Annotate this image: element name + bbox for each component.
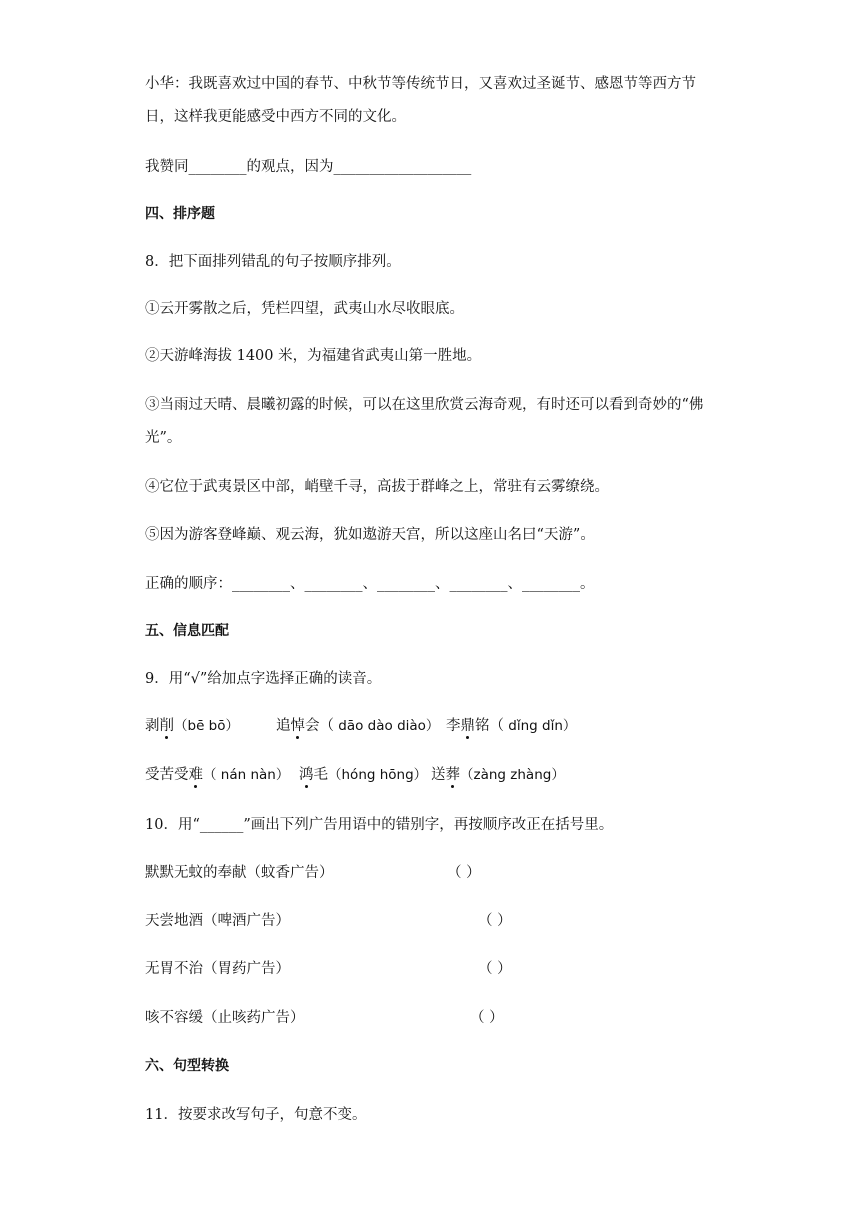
question-11: 11．按要求改写句子，句意不变。 (145, 1107, 367, 1123)
xiaohua-line-2: 日，这样我更能感受中西方不同的文化。 (145, 109, 406, 125)
section-6-heading: 六、句型转换 (145, 1058, 229, 1074)
dotted-char: 悼 (290, 718, 305, 734)
agree-answer-line[interactable]: 我赞同________的观点，因为___________________ (145, 159, 472, 175)
question-9: 9．用“√”给加点字选择正确的读音。 (145, 671, 382, 687)
ad-item: 无胃不治（胃药广告） (145, 961, 290, 977)
pinyin-options[interactable]: （bē bō） (174, 718, 239, 734)
ad-item: 默默无蚊的奉献（蚊香广告） (145, 865, 334, 881)
sentence-4: ④它位于武夷景区中部，峭壁千寻，高拔于群峰之上，常驻有云雾缭绕。 (145, 479, 609, 495)
word-zhuidaohui (276, 716, 439, 736)
section-5-heading: 五、信息匹配 (145, 623, 229, 639)
dotted-char: 难 (188, 767, 203, 783)
char-text: 送 (431, 767, 446, 783)
char-text: 会（ (305, 718, 334, 734)
char-text: 剥 (145, 718, 160, 734)
pinyin-options[interactable]: dāo dào diào） (334, 718, 440, 734)
pinyin-row-1 (145, 716, 239, 736)
dotted-char: 削 (159, 718, 174, 734)
char-text: 铭（ (475, 718, 504, 734)
sentence-5: ⑤因为游客登峰巅、观云海，犹如遨游天宫，所以这座山名曰“天游”。 (145, 527, 595, 543)
dotted-char: 鸿 (299, 767, 314, 783)
sentence-3-line-2: 光”。 (145, 430, 182, 446)
pinyin-options[interactable]: （zàng zhàng） (460, 767, 565, 783)
answer-blank[interactable]: （ ） (470, 1010, 504, 1026)
sentence-3-line-1: ③当雨过天晴、晨曦初露的时候，可以在这里欣赏云海奇观，有时还可以看到奇妙的“佛 (145, 397, 704, 413)
char-text: 受苦受 (145, 767, 189, 783)
ad-item: 天尝地酒（啤酒广告） (145, 913, 290, 929)
dotted-char: 鼎 (460, 718, 475, 734)
pinyin-options[interactable]: dǐng dǐn） (504, 718, 577, 734)
section-4-heading: 四、排序题 (145, 206, 215, 222)
question-8: 8．把下面排列错乱的句子按顺序排列。 (145, 254, 401, 270)
word-hongmao (299, 765, 427, 785)
answer-blank[interactable]: （ ） (478, 961, 512, 977)
char-text: 李 (446, 718, 461, 734)
char-text: 追 (276, 718, 291, 734)
word-boxue (145, 718, 174, 734)
char-text: 毛 (313, 767, 328, 783)
answer-blank[interactable]: （ ） (447, 865, 481, 881)
question-10: 10．用“______”画出下列广告用语中的错别字，再按顺序改正在括号里。 (145, 817, 614, 833)
answer-blank[interactable]: （ ） (478, 913, 512, 929)
dotted-char: 葬 (445, 767, 460, 783)
order-answer-line[interactable]: 正确的顺序：________、________、________、________、________。 (145, 576, 595, 592)
pinyin-options[interactable]: （hóng hōng） (328, 767, 428, 783)
xiaohua-line-1: 小华：我既喜欢过中国的春节、中秋节等传统节日，又喜欢过圣诞节、感恩节等西方节 (145, 76, 696, 92)
word-lidingming (446, 716, 576, 736)
word-songzang (431, 765, 565, 785)
ad-item: 咳不容缓（止咳药广告） (145, 1010, 305, 1026)
word-shoukushounan (145, 765, 289, 785)
pinyin-options[interactable]: （ nán nàn） (203, 767, 290, 783)
sentence-2: ②天游峰海拔 1400 米，为福建省武夷山第一胜地。 (145, 348, 482, 364)
sentence-1: ①云开雾散之后，凭栏四望，武夷山水尽收眼底。 (145, 301, 464, 317)
